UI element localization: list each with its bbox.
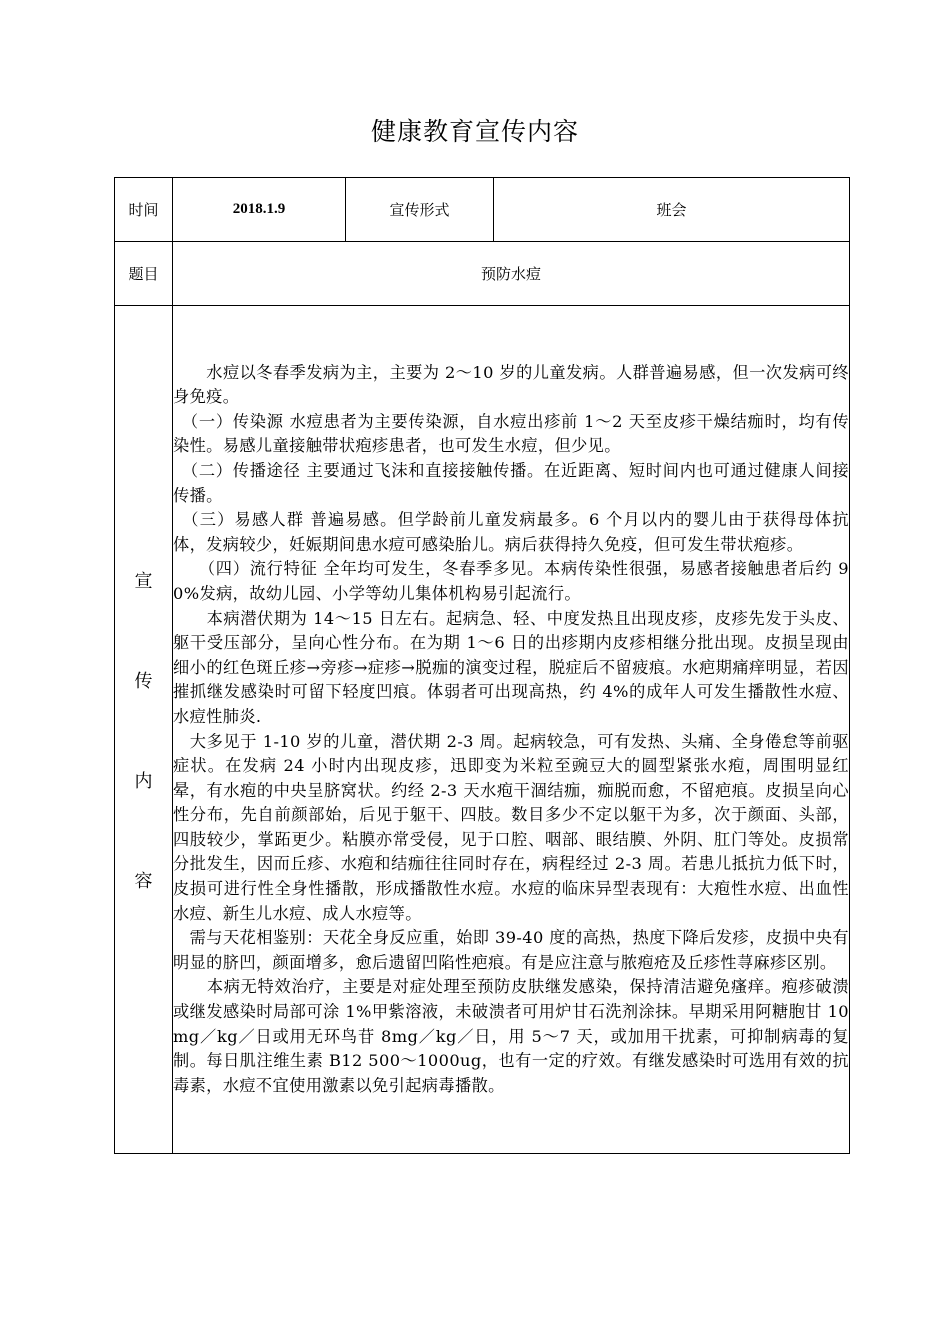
paragraph: 本病潜伏期为 14～15 日左右。起病急、轻、中度发热且出现皮疹，皮疹先发于头皮、躯干受压部分，呈向心性分布。在为期 1～6 日的出疹期内皮疹相继分批出现。皮损呈现由细小的红色斑丘疹→旁疹→症疹→脱痂的演变过程，脱症后不留疲痕。水疤期痛痒明显，若因摧抓继发感染时可留下轻度凹痕。体弱者可出现高热，约 4%的成年人可发生播散性水痘、水痘性肺炎. [173,608,849,726]
topic-value: 预防水痘 [173,242,850,306]
topic-label: 题目 [115,242,173,306]
paragraph: （三）易感人群 普遍易感。但学龄前儿童发病最多。6 个月以内的婴儿由于获得母体抗体，发病较少，妊娠期间患水痘可感染胎儿。病后获得持久免疫，但可发生带状疱疹。 [173,510,849,554]
form-value: 班会 [494,178,850,242]
time-label: 时间 [115,178,173,242]
document-title: 健康教育宣传内容 [370,117,579,146]
paragraph: （四）流行特征 全年均可发生，冬春季多见。本病传染性很强，易感者接触患者后约 90%发病，故幼儿园、小学等幼儿集体机构易引起流行。 [173,559,849,603]
content-label-char: 宣 [134,570,153,592]
content-label-char: 内 [134,770,153,792]
paragraph: （一）传染源 水痘患者为主要传染源，自水痘出疹前 1～2 天至皮疹干燥结痂时，均有传染性。易感儿童接触带状疱疹患者，也可发生水痘，但少见。 [173,411,849,456]
paragraph: 大多见于 1-10 岁的儿童，潜伏期 2-3 周。起病较急，可有发热、头痛、全身倦怠等前驱症状。在发病 24 小时内出现皮疹，迅即变为米粒至豌豆大的圆型紧张水疱，周围明显红晕，有水疱的中央呈脐窝状。约经 2-3 天水疱干涸结痂，痂脱而愈，不留疤痕。皮损呈向心性分布，先自前颜部始，后见于躯干、四肢。数目多少不定以躯干为多，次于颜面、头部，四肢较少，掌跖更少。粘膜亦常受侵，见于口腔、咽部、眼结膜、外阴、肛门等处。皮损常分批发生，因而丘疹、水疱和结痂往往同时存在，病程经过 2-3 周。若患儿抵抗力低下时，皮损可进行性全身性播散，形成播散性水痘。水痘的临床异型表现有：大疱性水痘、出血性水痘、新生儿水痘、成人水痘等。 [173,731,849,923]
topic-row [115,242,850,306]
paragraph: （二）传播途径 主要通过飞沫和直接接触传播。在近距离、短时间内也可通过健康人间接传播。 [173,460,849,505]
time-value: 2018.1.9 [173,178,346,242]
content-row [115,306,850,1154]
paragraph: 本病无特效治疗，主要是对症处理至预防皮肤继发感染，保持清洁避免瘙痒。疱疹破溃或继发感染时局部可涂 1%甲紫溶液，未破溃者可用炉甘石洗剂涂抹。早期采用阿糖胞甘 10mg／kg／日或用无环鸟苷 8mg／kg／日，用 5～7 天，或加用干扰素，可抑制病毒的复制。每日肌注维生素 B12 500～1000ug，也有一定的疗效。有继发感染时可选用有效的抗毒素，水痘不宜使用激素以免引起病毒播散。 [173,977,849,1095]
content-body [173,306,850,1154]
content-label-char: 容 [134,870,153,892]
paragraph: 水痘以冬春季发病为主，主要为 2～10 岁的儿童发病。人群普遍易感，但一次发病可终身免疫。 [173,362,849,407]
content-label [115,567,172,893]
time-row [115,178,850,242]
content-label-char: 传 [134,670,153,692]
info-table [114,177,850,1154]
form-label: 宣传形式 [346,178,494,242]
paragraph: 需与天花相鉴别：天花全身反应重，始即 39-40 度的高热，热度下降后发疹，皮损中央有明显的脐凹，颜面增多，愈后遗留凹陷性疤痕。有是应注意与脓疱疮及丘疹性荨麻疹区别。 [173,928,849,972]
content-label-cell [115,306,173,1154]
